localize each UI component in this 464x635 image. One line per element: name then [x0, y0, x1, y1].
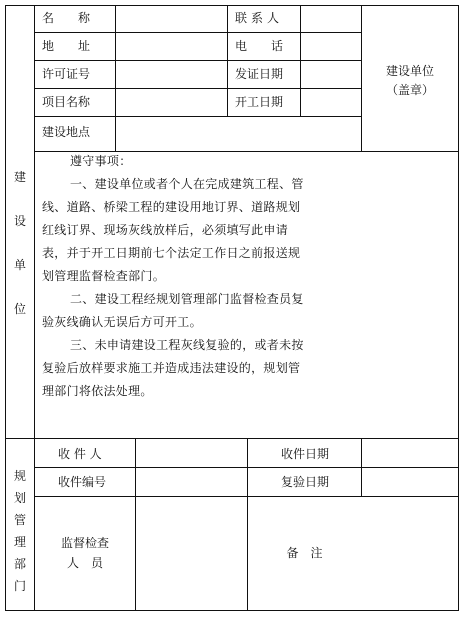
start-date-label: 开工日期 — [235, 95, 284, 109]
construction-unit-side-label: 建设单位 — [13, 170, 26, 316]
name-field[interactable] — [117, 6, 226, 32]
phone-label: 电 话 — [235, 39, 284, 53]
notice-heading: 遵守事项： — [70, 154, 132, 168]
project-name-label: 项目名称 — [42, 95, 91, 109]
seal-label: 建设单位 — [385, 64, 434, 78]
receiver-label: 收 件 人 — [58, 447, 102, 461]
notice-item3-line1: 三、未申请建设工程灰线复验的，或者未按 — [70, 338, 304, 352]
col-divider-label — [115, 5, 116, 151]
col-divider-mid2 — [300, 5, 301, 117]
notice-item1-line2: 线、道路、桥梁工程的建设用地订界、道路规划 — [42, 200, 301, 214]
notice-item1-line1: 一、建设单位或者个人在完成建筑工程、管 — [70, 177, 304, 191]
row-divider-3 — [34, 88, 362, 89]
permit-number-field[interactable] — [117, 62, 226, 88]
project-name-field[interactable] — [117, 90, 226, 116]
remarks-label: 备 注 — [286, 546, 323, 560]
notice-item2-line2: 验灰线确认无误后方可开工。 — [42, 315, 202, 329]
remarks-field[interactable] — [363, 498, 457, 609]
receive-date-field[interactable] — [363, 440, 457, 467]
review-date-label: 复验日期 — [281, 475, 330, 489]
contact-field[interactable] — [302, 6, 360, 32]
row-divider-1 — [34, 32, 362, 33]
review-date-field[interactable] — [363, 469, 457, 496]
receipt-number-field[interactable] — [137, 469, 246, 496]
address-field[interactable] — [117, 34, 226, 60]
start-date-field[interactable] — [302, 90, 360, 116]
inspector-field[interactable] — [137, 498, 246, 609]
construction-site-field[interactable] — [117, 118, 360, 150]
permit-number-label: 许可证号 — [42, 67, 91, 81]
issue-date-label: 发证日期 — [235, 67, 284, 81]
bottom-col-divider-3 — [361, 438, 362, 497]
contact-label: 联系人 — [235, 11, 284, 25]
side-column-divider — [34, 5, 35, 611]
border-left — [5, 5, 6, 611]
notice-item3-line3: 理部门将依法处理。 — [42, 384, 153, 398]
col-divider-mid — [227, 5, 228, 117]
inspector-label-line2: 人 员 — [66, 556, 103, 570]
inspector-label: 监督检查 — [60, 536, 109, 550]
name-label: 名 称 — [42, 11, 91, 25]
notice-item1-line3: 红线订界、现场灰线放样后，必须填写此申请 — [42, 223, 289, 237]
receive-date-label: 收件日期 — [281, 447, 330, 461]
section-separator — [5, 438, 459, 439]
bottom-col-divider-2 — [247, 438, 248, 611]
phone-field[interactable] — [302, 34, 360, 60]
row-divider-4 — [34, 116, 362, 117]
receiver-field[interactable] — [137, 440, 246, 467]
border-bottom — [5, 610, 459, 611]
address-label: 地 址 — [42, 39, 91, 53]
border-top — [5, 5, 459, 6]
planning-department-side-label: 规划管理部门 — [13, 469, 26, 593]
construction-site-label: 建设地点 — [42, 125, 91, 139]
notice-item2-line1: 二、建设工程经规划管理部门监督检查员复 — [70, 292, 304, 306]
issue-date-field[interactable] — [302, 62, 360, 88]
border-right — [458, 5, 459, 611]
notice-item1-line5: 划管理监督检查部门。 — [42, 269, 166, 283]
bottom-col-divider-1 — [135, 438, 136, 611]
notice-item1-line4: 表，并于开工日期前七个法定工作日之前报送规 — [42, 246, 301, 260]
notice-item3-line2: 复验后放样要求施工并造成违法建设的，规划管 — [42, 361, 301, 375]
row-divider-2 — [34, 60, 362, 61]
seal-subtitle: （盖章） — [385, 83, 434, 97]
receipt-number-label: 收件编号 — [58, 475, 107, 489]
